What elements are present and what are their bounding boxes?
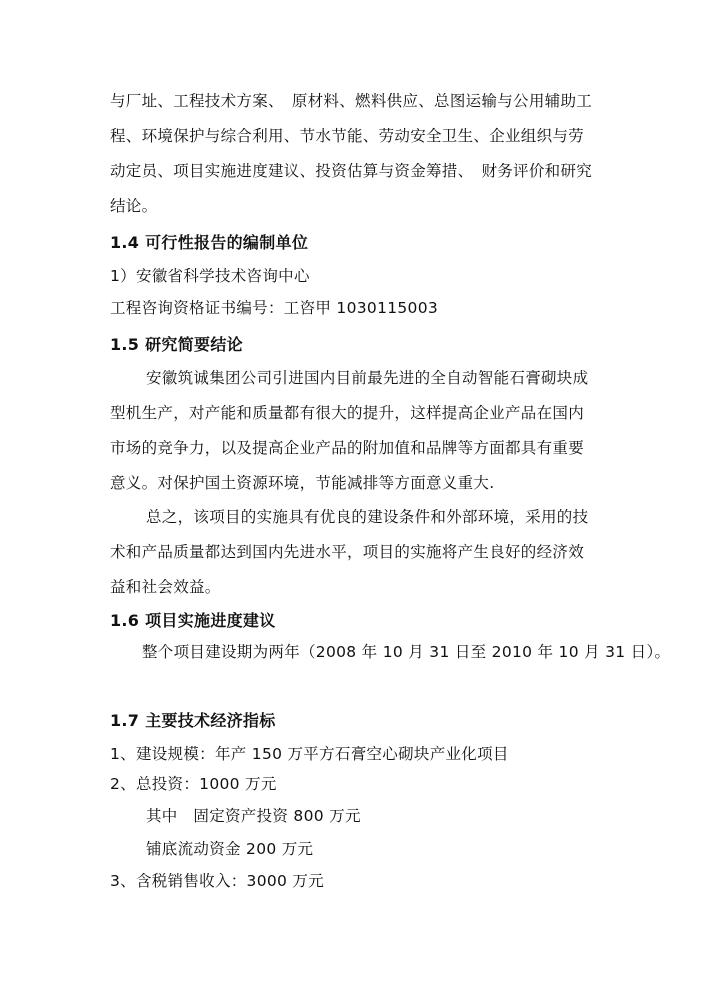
- schedule-text: 整个项目建设期为两年（2008 年 10 月 31 日至 2010 年 10 月 31 日）。: [142, 643, 671, 661]
- certificate-number: 工程咨询资格证书编号：工咨甲 1030115003: [110, 299, 439, 317]
- section-1-5-heading: 1.5 研究简要结论: [110, 335, 243, 354]
- consulting-unit: 1）安徽省科学技术咨询中心: [110, 267, 310, 285]
- section-1-7-heading: 1.7 主要技术经济指标: [110, 711, 276, 730]
- indicator-working-capital: 铺底流动资金 200 万元: [146, 840, 314, 858]
- section-1-6-heading: 1.6 项目实施进度建议: [110, 611, 276, 630]
- indicator-fixed-assets: 其中 固定资产投资 800 万元: [146, 807, 361, 825]
- indicator-total-investment: 2、总投资：1000 万元: [110, 775, 277, 793]
- conclusion-p2-line-3: 益和社会效益。: [110, 578, 221, 596]
- intro-line-2: 程、环境保护与综合利用、节水节能、劳动安全卫生、企业组织与劳: [110, 127, 585, 145]
- conclusion-p1-line-1: 安徽筑诚集团公司引进国内目前最先进的全自动智能石膏砌块成: [146, 369, 589, 387]
- section-1-4-heading: 1.4 可行性报告的编制单位: [110, 233, 309, 252]
- intro-line-4: 结论。: [110, 197, 158, 215]
- conclusion-p1-line-2: 型机生产，对产能和质量都有很大的提升，这样提高企业产品在国内: [110, 404, 585, 422]
- indicator-scale: 1、建设规模：年产 150 万平方石膏空心砌块产业化项目: [110, 745, 509, 763]
- conclusion-p1-line-4: 意义。对保护国土资源环境，节能减排等方面意义重大.: [110, 474, 495, 492]
- conclusion-p2-line-1: 总之，该项目的实施具有优良的建设条件和外部环境，采用的技: [146, 508, 589, 526]
- intro-line-3: 动定员、项目实施进度建议、投资估算与资金筹措、 财务评价和研究: [110, 162, 593, 180]
- indicator-sales-revenue: 3、含税销售收入：3000 万元: [110, 872, 325, 890]
- conclusion-p1-line-3: 市场的竞争力，以及提高企业产品的附加值和品牌等方面都具有重要: [110, 439, 585, 457]
- intro-line-1: 与厂址、工程技术方案、 原材料、燃料供应、总图运输与公用辅助工: [110, 92, 593, 110]
- conclusion-p2-line-2: 术和产品质量都达到国内先进水平，项目的实施将产生良好的经济效: [110, 543, 585, 561]
